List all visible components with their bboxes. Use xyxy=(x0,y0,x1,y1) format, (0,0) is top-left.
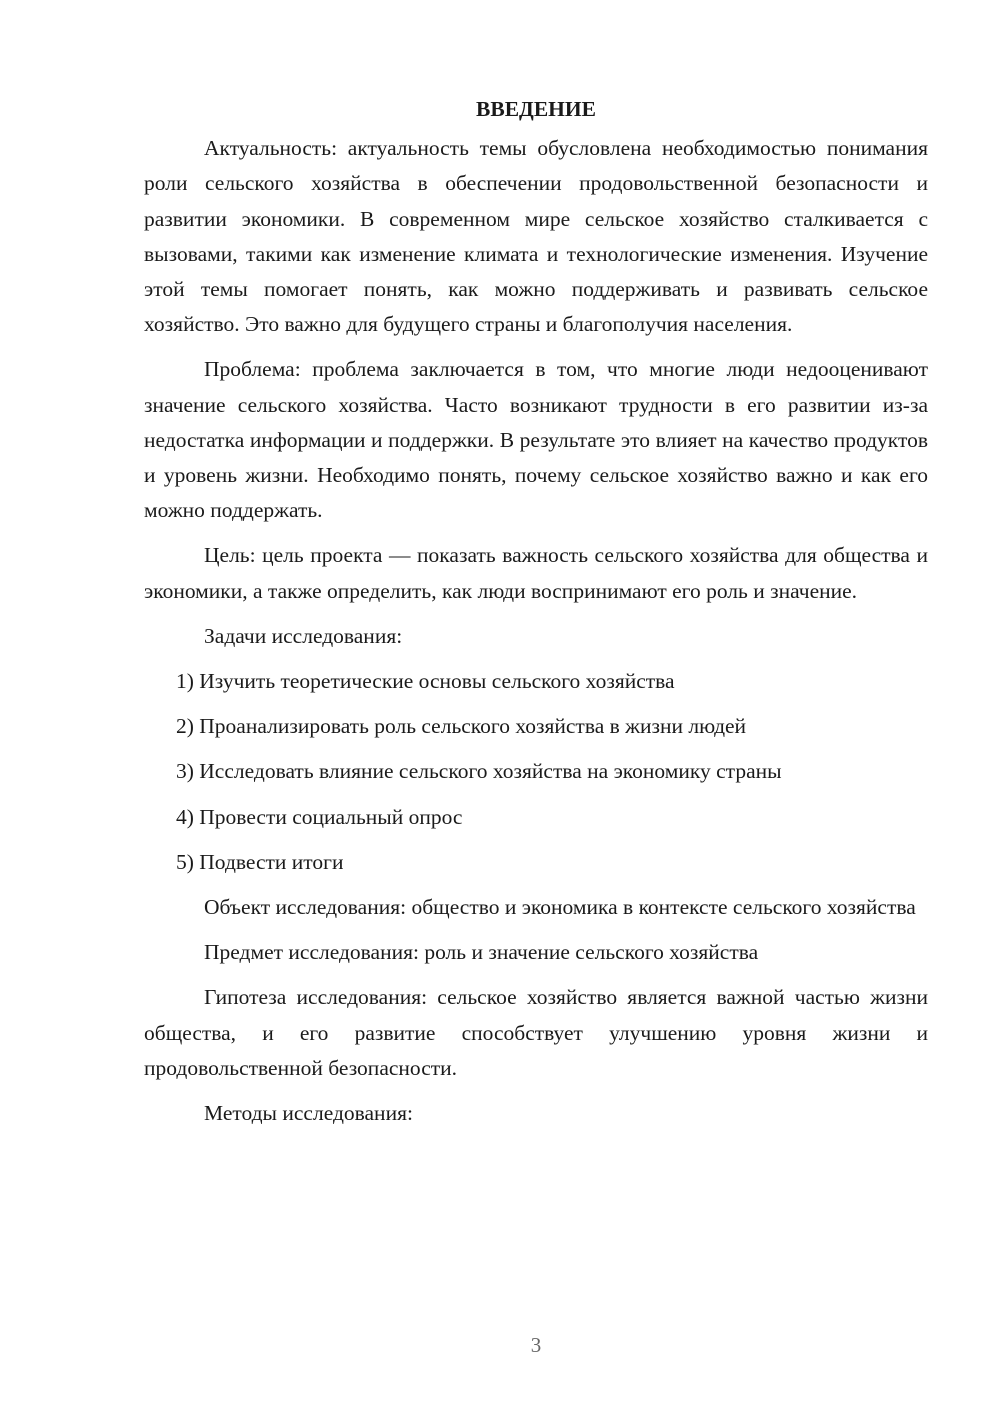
tasks-list xyxy=(144,664,928,880)
section-heading: ВВЕДЕНИЕ xyxy=(476,97,596,121)
hypothesis-paragraph: Гипотеза исследования: сельское хозяйство является важной частью жизни общества, и его развитие способствует улучшению уровня жизни и продовольственной безопасности. xyxy=(144,985,928,1080)
list-item: 2) Проанализировать роль сельского хозяйства в жизни людей xyxy=(176,714,747,739)
list-item: 4) Провести социальный опрос xyxy=(176,804,463,829)
goal-paragraph: Цель: цель проекта — показать важность сельского хозяйства для общества и экономики, а также определить, как люди воспринимают его роль и значение. xyxy=(144,543,928,603)
page-number: 3 xyxy=(530,1333,542,1357)
object-paragraph: Объект исследования: общество и экономика в контексте сельского хозяйства xyxy=(204,895,916,920)
list-item: 3) Исследовать влияние сельского хозяйства на экономику страны xyxy=(176,759,782,784)
problem-paragraph: Проблема: проблема заключается в том, что многие люди недооценивают значение сельского хозяйства. Часто возникают трудности в его развитии из-за недостатка информации и поддержки. В результате это влияет на качество продуктов и уровень жизни. Необходимо понять, почему сельское хозяйство важно и как его можно поддержать. xyxy=(144,357,928,523)
tasks-title: Задачи исследования: xyxy=(204,623,403,648)
list-item: 1) Изучить теоретические основы сельского хозяйства xyxy=(176,669,675,694)
document-page xyxy=(144,92,928,1141)
list-item: 5) Подвести итоги xyxy=(176,849,344,874)
methods-title: Методы исследования: xyxy=(204,1101,413,1126)
relevance-paragraph: Актуальность: актуальность темы обусловлена необходимостью понимания роли сельского хозяйства в обеспечении продовольственной безопасности и развитии экономики. В современном мире сельское хозяйство сталкивается с вызовами, такими как изменение климата и технологические изменения. Изучение этой темы помогает понять, как можно поддерживать и развивать сельское хозяйство. Это важно для будущего страны и благополучия населения. xyxy=(144,136,928,337)
subject-paragraph: Предмет исследования: роль и значение сельского хозяйства xyxy=(204,940,759,965)
